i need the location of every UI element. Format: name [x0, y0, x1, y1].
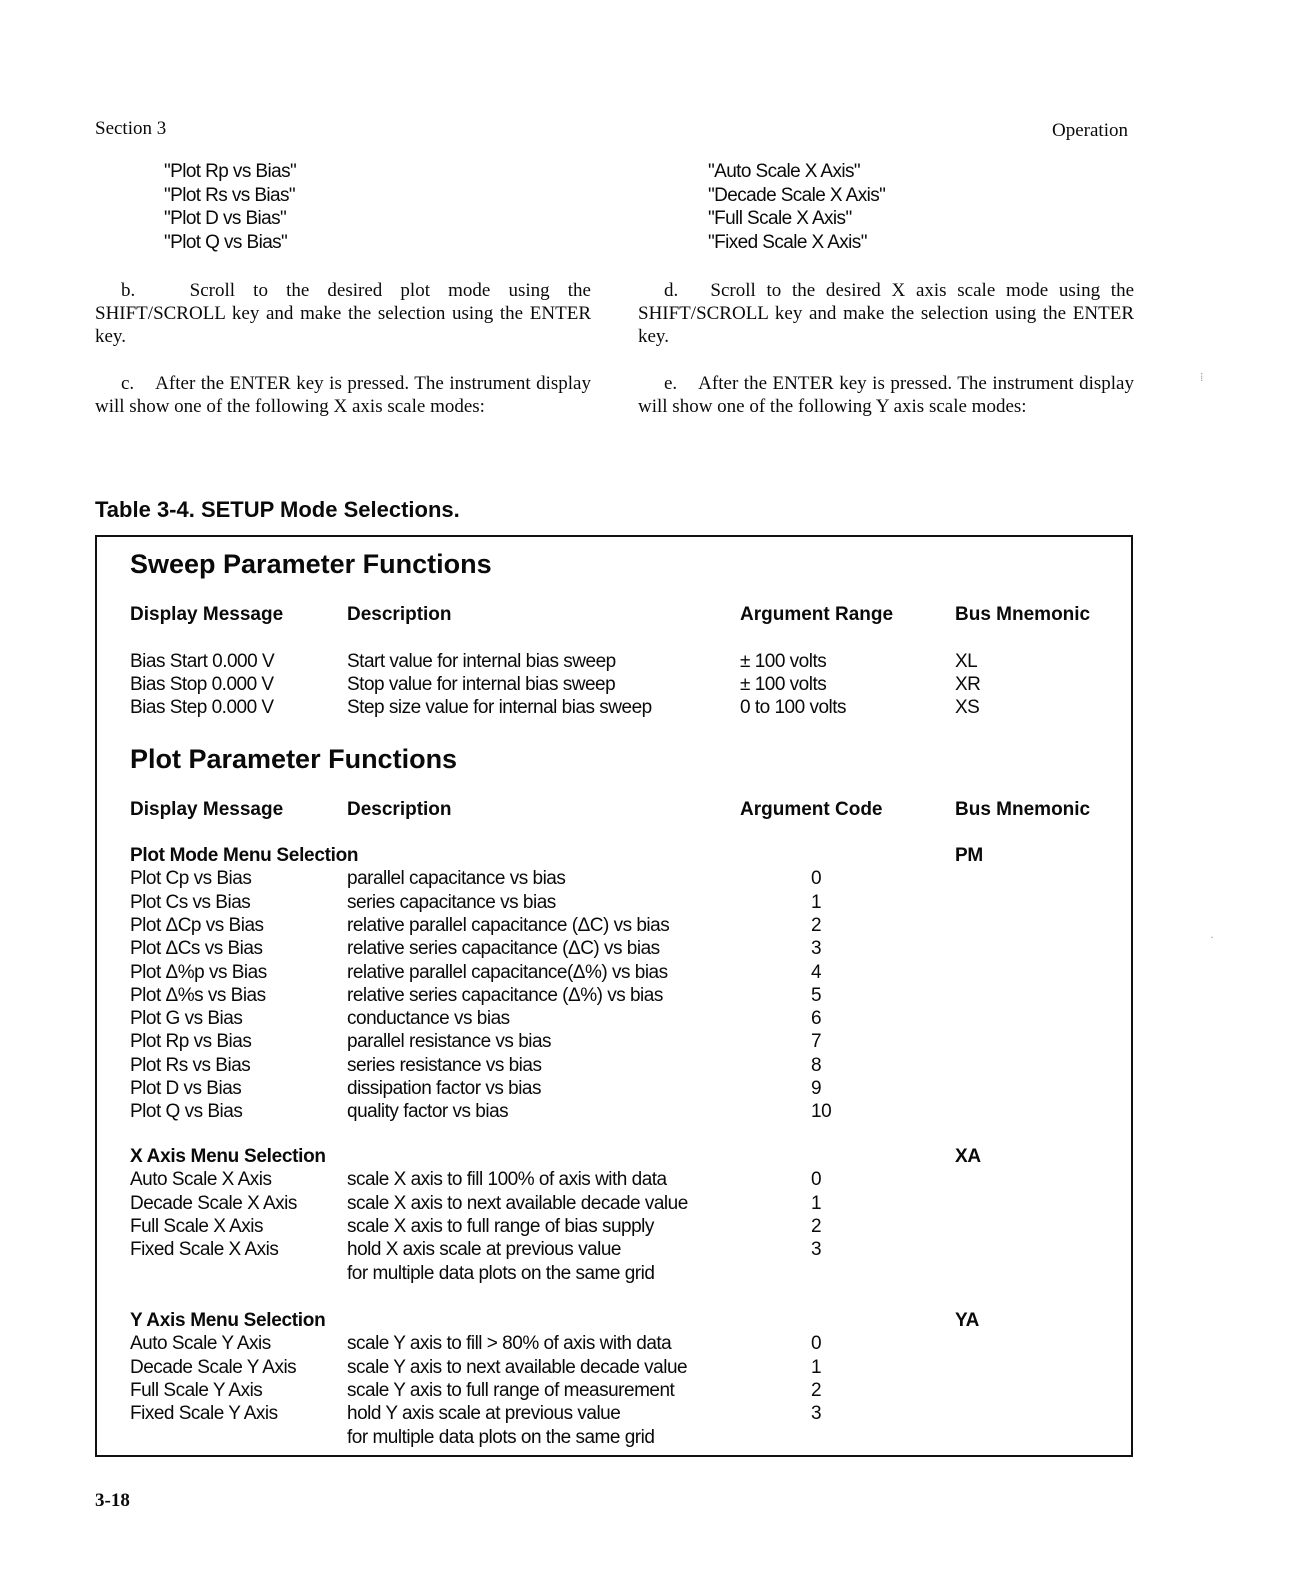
argument-code-cell: 10	[811, 1101, 832, 1123]
column-header: Bus Mnemonic	[955, 604, 1091, 625]
list-item: "Fixed Scale X Axis"	[708, 231, 867, 253]
display-message-cell: Plot D vs Bias	[130, 1078, 242, 1099]
description-cell: series resistance vs bias	[347, 1054, 542, 1076]
argument-code-cell: 0	[811, 1169, 822, 1191]
setup-mode-table	[95, 535, 1133, 1457]
page-number: 3-18	[95, 1490, 130, 1511]
description-cell: scale X axis to fill 100% of axis with data	[347, 1169, 667, 1191]
display-message-cell: Decade Scale Y Axis	[130, 1356, 297, 1378]
group-heading: Plot Mode Menu Selection	[130, 845, 359, 866]
description-cell: conductance vs bias	[347, 1008, 510, 1030]
group-heading: Y Axis Menu Selection	[130, 1310, 326, 1331]
display-message-cell: Auto Scale Y Axis	[130, 1333, 271, 1355]
table-caption: Table 3-4. SETUP Mode Selections.	[95, 497, 460, 522]
column-header: Display Message	[130, 799, 284, 820]
argument-code-cell: 1	[811, 891, 822, 913]
argument-code-cell: 2	[811, 914, 822, 936]
column-header: Description	[347, 604, 452, 625]
display-message-cell: Bias Step 0.000 V	[130, 697, 274, 718]
description-cell: hold X axis scale at previous value	[347, 1239, 621, 1261]
list-item: "Plot Rp vs Bias"	[164, 161, 297, 182]
description-cell: relative series capacitance (Δ%) vs bias	[347, 984, 663, 1006]
argument-range-cell: ± 100 volts	[740, 674, 827, 695]
description-cell: parallel capacitance vs bias	[347, 868, 566, 890]
step-e-paragraph: e. After the ENTER key is pressed. The instrument display will show one of the following Y axis scale modes:	[638, 373, 1134, 417]
chapter-label: Operation	[1052, 120, 1128, 141]
list-item: "Decade Scale X Axis"	[708, 184, 886, 206]
description-cell: dissipation factor vs bias	[347, 1078, 541, 1099]
list-item: "Plot Rs vs Bias"	[164, 184, 296, 206]
group-heading: X Axis Menu Selection	[130, 1146, 326, 1167]
argument-code-cell: 1	[811, 1192, 822, 1214]
display-message-cell: Plot Cs vs Bias	[130, 891, 251, 913]
description-cell: series capacitance vs bias	[347, 891, 556, 913]
bus-mnemonic-cell: XA	[955, 1146, 981, 1167]
bus-mnemonic-cell: PM	[955, 845, 983, 866]
argument-code-cell: 7	[811, 1031, 822, 1053]
display-message-cell: Full Scale Y Axis	[130, 1379, 263, 1401]
sweep-section-title: Sweep Parameter Functions	[130, 549, 492, 579]
description-cell: Stop value for internal bias sweep	[347, 674, 616, 695]
scan-artifact: ⁞	[1200, 370, 1204, 384]
description-cell: scale X axis to full range of bias supply	[347, 1215, 654, 1237]
description-cell: for multiple data plots on the same grid	[347, 1262, 655, 1284]
column-header: Argument Code	[740, 799, 883, 820]
bus-mnemonic-cell: XR	[955, 674, 981, 695]
description-cell: Step size value for internal bias sweep	[347, 697, 652, 718]
right-quoted-list	[708, 160, 885, 254]
display-message-cell: Plot ΔCs vs Bias	[130, 938, 263, 960]
argument-code-cell: 6	[811, 1008, 822, 1030]
display-message-cell: Bias Stop 0.000 V	[130, 674, 274, 695]
description-cell: scale Y axis to fill > 80% of axis with data	[347, 1333, 672, 1355]
display-message-cell: Plot Q vs Bias	[130, 1101, 243, 1123]
display-message-cell: Plot Rs vs Bias	[130, 1054, 251, 1076]
display-message-cell: Plot ΔCp vs Bias	[130, 914, 264, 936]
display-message-cell: Bias Start 0.000 V	[130, 651, 275, 672]
bus-mnemonic-cell: XL	[955, 651, 978, 672]
scan-artifact: ·	[1210, 930, 1214, 944]
description-cell: scale X axis to next available decade value	[347, 1192, 688, 1214]
left-quoted-list	[164, 160, 296, 254]
argument-code-cell: 4	[811, 961, 822, 983]
argument-code-cell: 9	[811, 1078, 822, 1099]
column-header: Display Message	[130, 604, 284, 625]
display-message-cell: Plot Δ%s vs Bias	[130, 984, 266, 1006]
argument-code-cell: 0	[811, 1333, 822, 1355]
step-b-paragraph: b. Scroll to the desired plot mode using the SHIFT/SCROLL key and make the selection using the ENTER key.	[95, 280, 591, 347]
display-message-cell: Full Scale X Axis	[130, 1215, 263, 1237]
description-cell: scale Y axis to next available decade value	[347, 1356, 688, 1378]
description-cell: Start value for internal bias sweep	[347, 651, 616, 672]
description-cell: relative parallel capacitance (ΔC) vs bias	[347, 914, 670, 936]
section-label: Section 3	[95, 118, 167, 139]
description-cell: relative series capacitance (ΔC) vs bias	[347, 938, 660, 960]
bus-mnemonic-cell: YA	[955, 1310, 980, 1331]
column-header: Description	[347, 799, 452, 820]
argument-code-cell: 3	[811, 1239, 822, 1261]
description-cell: relative parallel capacitance(Δ%) vs bias	[347, 961, 668, 983]
argument-code-cell: 0	[811, 868, 822, 890]
list-item: "Plot D vs Bias"	[164, 208, 287, 229]
list-item: "Auto Scale X Axis"	[708, 161, 861, 182]
bus-mnemonic-cell: XS	[955, 697, 980, 718]
argument-code-cell: 3	[811, 938, 822, 960]
argument-code-cell: 2	[811, 1215, 822, 1237]
step-c-paragraph: c. After the ENTER key is pressed. The instrument display will show one of the following X axis scale modes:	[95, 373, 591, 417]
argument-code-cell: 1	[811, 1356, 822, 1378]
step-d-paragraph: d. Scroll to the desired X axis scale mode using the SHIFT/SCROLL key and make the selection using the ENTER key.	[638, 280, 1134, 347]
display-message-cell: Plot G vs Bias	[130, 1008, 243, 1030]
column-header: Bus Mnemonic	[955, 799, 1091, 820]
list-item: "Plot Q vs Bias"	[164, 231, 288, 253]
description-cell: for multiple data plots on the same grid	[347, 1426, 655, 1448]
argument-code-cell: 5	[811, 984, 822, 1006]
display-message-cell: Fixed Scale Y Axis	[130, 1403, 278, 1425]
description-cell: hold Y axis scale at previous value	[347, 1403, 621, 1425]
argument-range-cell: 0 to 100 volts	[740, 697, 847, 718]
argument-code-cell: 2	[811, 1379, 822, 1401]
description-cell: quality factor vs bias	[347, 1101, 509, 1123]
argument-code-cell: 3	[811, 1403, 822, 1425]
display-message-cell: Decade Scale X Axis	[130, 1192, 297, 1214]
display-message-cell: Plot Δ%p vs Bias	[130, 961, 267, 983]
list-item: "Full Scale X Axis"	[708, 208, 852, 229]
argument-code-cell: 8	[811, 1054, 822, 1076]
display-message-cell: Plot Cp vs Bias	[130, 868, 252, 890]
argument-range-cell: ± 100 volts	[740, 651, 827, 672]
display-message-cell: Fixed Scale X Axis	[130, 1239, 279, 1261]
display-message-cell: Auto Scale X Axis	[130, 1169, 272, 1191]
display-message-cell: Plot Rp vs Bias	[130, 1031, 252, 1053]
column-header: Argument Range	[740, 604, 894, 625]
description-cell: scale Y axis to full range of measurement	[347, 1379, 675, 1401]
description-cell: parallel resistance vs bias	[347, 1031, 552, 1053]
plot-section-title: Plot Parameter Functions	[130, 744, 458, 774]
